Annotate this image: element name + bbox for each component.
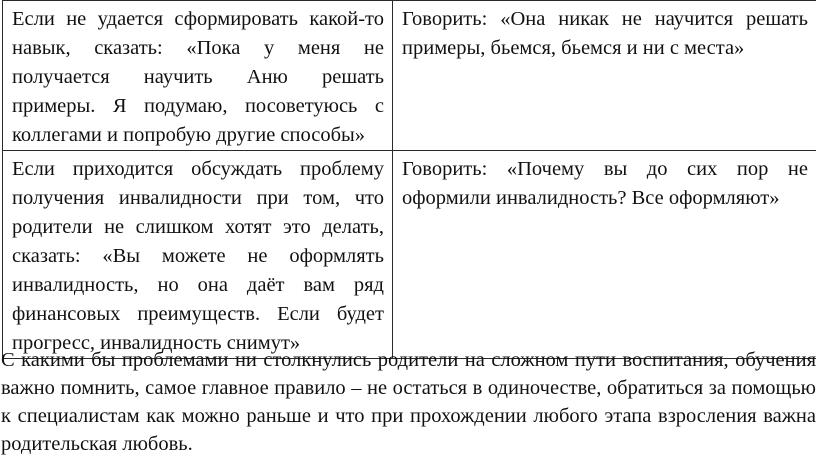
closing-paragraph: С какими бы проблемами ни столкнулись родители на сложном пути воспитания, обучения важно помнить, самое главное правило – не остаться в одиночестве, обратиться за помощью к специалистам как можно раньше и что при прохождении любого этапа взросления важна родительская любовь. — [1, 349, 816, 455]
recommended-phrase-cell: Если приходится обсуждать проблему получения инвалидности при том, что родители не слишком хотят это делать, сказать: «Вы можете не оформлять инвалидность, но она даёт вам ряд финансовых преимуществ. Если будет прогресс, инвалидность снимут» — [3, 151, 393, 359]
table-row — [3, 1, 816, 151]
avoid-phrase-cell: Говорить: «Почему вы до сих пор не оформили инвалидность? Все оформляют» — [393, 151, 816, 359]
table-row — [3, 151, 816, 359]
advice-table — [2, 0, 816, 359]
recommended-phrase-cell: Если не удается сформировать какой-то навык, сказать: «Пока у меня не получается научить Аню решать примеры. Я подумаю, посоветуюсь с коллегами и попробую другие способы» — [3, 1, 393, 151]
avoid-phrase-cell: Говорить: «Она никак не научится решать примеры, бьемся, бьемся и ни с места» — [393, 1, 816, 151]
